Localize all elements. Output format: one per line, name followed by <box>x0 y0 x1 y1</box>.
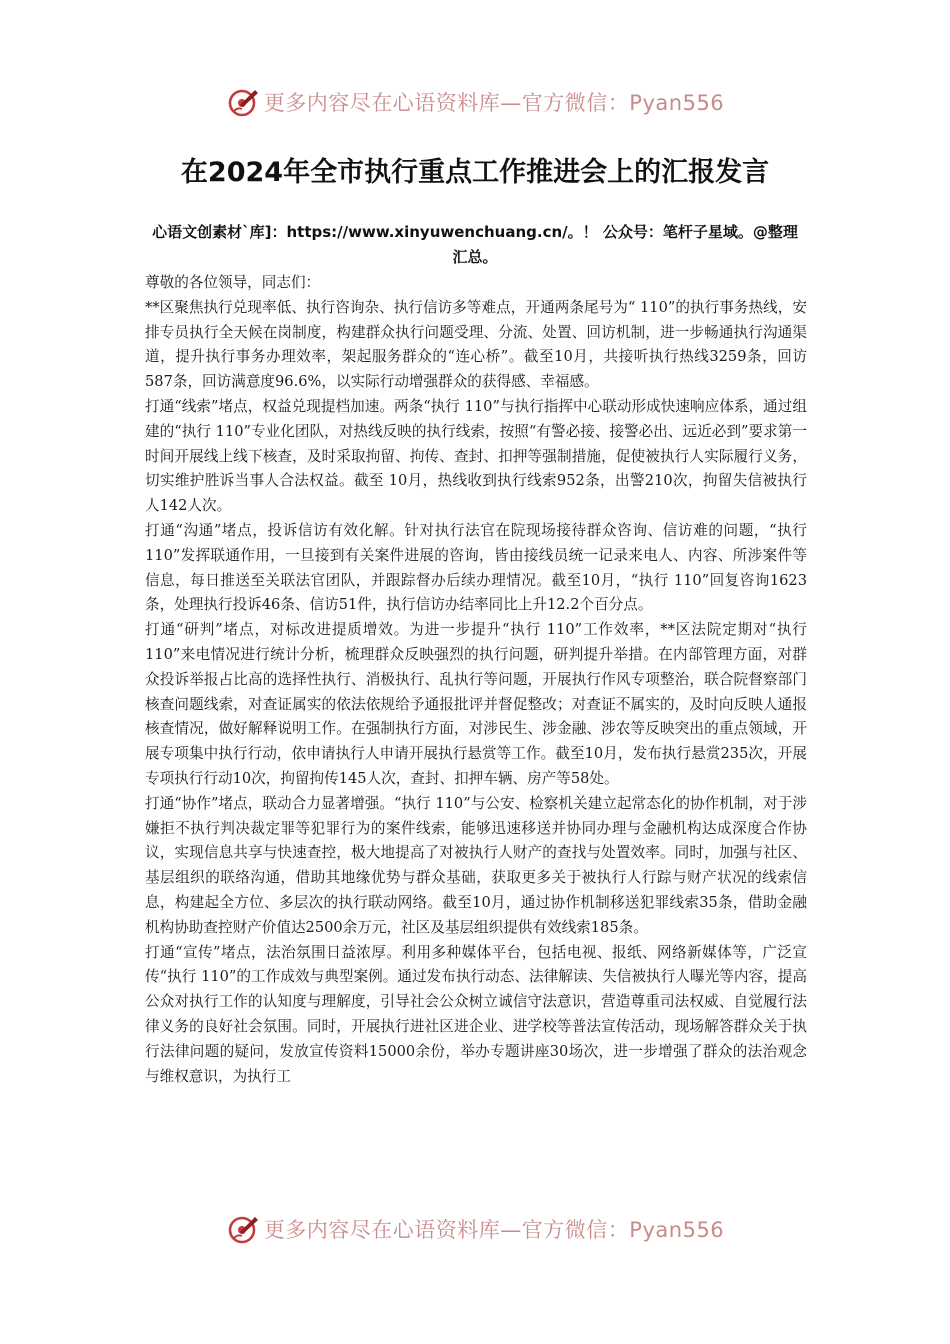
bottom-banner <box>0 1209 950 1249</box>
paragraph-cooperation: 打通“协作”堵点，联动合力显著增强。“执行 110”与公安、检察机关建立起常态化的协作机制，对于涉嫌拒不执行判决裁定罪等犯罪行为的案件线索，能够迅速移送并协同办理与金融机构达成深度合作协议，实现信息共享与快速查控，极大地提高了对被执行人财产的查找与处置效率。同时，加强与社区、基层组织的联络沟通，借助其地缘优势与群众基础，获取更多关于被执行人行踪与财产状况的线索信息，构建起全方位、多层次的执行联动网络。截至10月，通过协作机制移送犯罪线索35条，借助金融机构协助查控财产价值达2500余万元，社区及基层组织提供有效线索185条。 <box>145 794 807 936</box>
paragraph-hotline: **区聚焦执行兑现率低、执行咨询杂、执行信访多等难点，开通两条尾号为“ 110”的执行事务热线，安排专员执行全天候在岗制度，构建群众执行问题受理、分流、处置、回访机制，进一步畅通执行沟通渠道，提升执行事务办理效率，架起服务群众的“连心桥”。截至10月，共接听执行热线3259条，回访587条，回访满意度96.6%，以实际行动增强群众的获得感、幸福感。 <box>145 298 807 391</box>
paragraph-publicity: 打通“宣传”堵点，法治氛围日益浓厚。利用多种媒体平台，包括电视、报纸、网络新媒体等，广泛宣传“执行 110”的工作成效与典型案例。通过发布执行动态、法律解读、失信被执行人曝光等内容，提高公众对执行工作的认知度与理解度，引导社会公众树立诚信守法意识，营造尊重司法权威、自觉履行法律义务的良好社会氛围。同时，开展执行进社区进企业、进学校等普法宣传活动，现场解答群众关于执行法律问题的疑问，发放宣传资料15000余份，举办专题讲座30场次，进一步增强了群众的法治观念与维权意识，为执行工 <box>145 943 807 1085</box>
paragraph-clues: 打通“线索”堵点，权益兑现提档加速。两条“执行 110”与执行指挥中心联动形成快速响应体系，通过组建的“执行 110”专业化团队，对热线反映的执行线索，按照“有警必接、接警必出、远近必到”要求第一时间开展线上线下核查，及时采取拘留、拘传、查封、扣押等强制措施，促使被执行人实际履行义务，切实维护胜诉当事人合法权益。截至 10月，热线收到执行线索952条，出警210次，拘留失信被执行人142人次。 <box>145 397 807 515</box>
document-title: 在2024年全市执行重点工作推进会上的汇报发言 <box>180 157 770 188</box>
pen-logo-icon <box>226 1212 260 1246</box>
salutation: 尊敬的各位领导，同志们： <box>145 274 321 291</box>
source-note: 心语文创素材`库]：https://www.xinyuwenchuang.cn/。！ 公众号：笔杆子星域。@整理汇总。 <box>152 223 798 266</box>
paragraph-analysis: 打通“研判”堵点，对标改进提质增效。为进一步提升“执行 110”工作效率，**区法院定期对“执行 110”来电情况进行统计分析，梳理群众反映强烈的执行问题，研判提升举措。在内部管理方面，对群众投诉举报占比高的选择性执行、消极执行、乱执行等问题，开展执行作风专项整治，联合院督察部门核查问题线索，对查证属实的依法依规给予通报批评并督促整改；对查证不属实的，及时向反映人通报核查情况，做好解释说明工作。在强制执行方面，对涉民生、涉金融、涉农等反映突出的重点领域，开展专项集中执行行动，依申请执行人申请开展执行悬赏等工作。截至10月，发布执行悬赏235次，开展专项执行行动10次，拘留拘传145人次，查封、扣押车辆、房产等58处。 <box>145 621 807 787</box>
document-body <box>145 271 807 1089</box>
banner-text: 更多内容尽在心语资料库—官方微信：Pyan556 <box>263 91 725 115</box>
paragraph-communication: 打通“沟通”堵点，投诉信访有效化解。针对执行法官在院现场接待群众咨询、信访难的问题，“执行 110”发挥联通作用，一旦接到有关案件进展的咨询，皆由接线员统一记录来电人、内容、所涉案件等信息，每日推送至关联法官团队，并跟踪督办后续办理情况。截至10月，“执行 110”回复咨询1623条，处理执行投诉46条、信访51件，执行信访办结率同比上升12.2个百分点。 <box>145 521 807 614</box>
banner-text: 更多内容尽在心语资料库—官方微信：Pyan556 <box>263 1218 725 1242</box>
pen-logo-icon <box>226 85 260 119</box>
top-banner <box>0 82 950 122</box>
